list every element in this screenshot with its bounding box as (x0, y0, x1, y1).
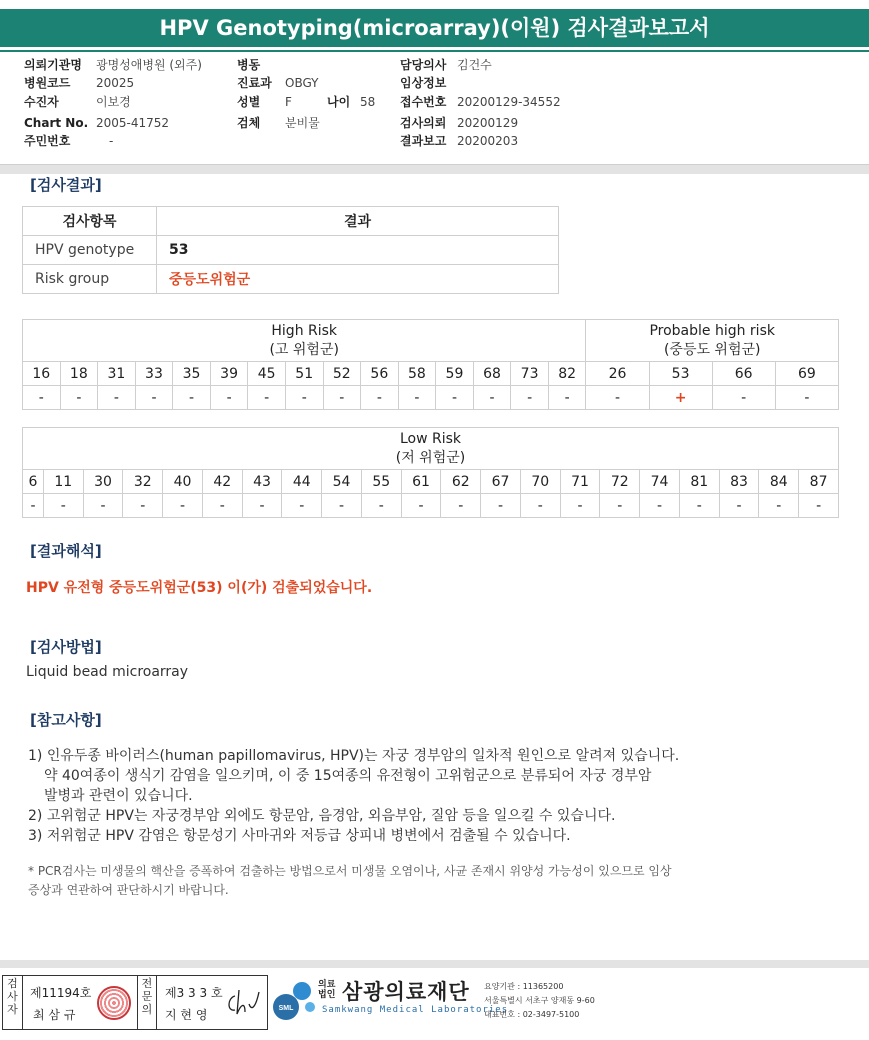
lr-type-cell-3: 32 (123, 470, 163, 494)
institution-label: 의뢰기관명 (24, 58, 82, 72)
lr-type-cell-14: 71 (560, 470, 600, 494)
hr-type-cell-11: 59 (436, 362, 474, 386)
hr-result-cell-15: - (586, 386, 649, 410)
lr-type-cell-2: 30 (83, 470, 123, 494)
hr-type-cell-18: 69 (775, 362, 838, 386)
age-value: 58 (360, 95, 376, 109)
lr-type-cell-12: 67 (481, 470, 521, 494)
lr-result-cell-19: - (759, 494, 799, 518)
hr-result-cell-11: - (436, 386, 474, 410)
org-phone: 대표번호 : 02-3497-5100 (484, 1010, 580, 1019)
hr-result-cell-18: - (775, 386, 838, 410)
lr-type-cell-19: 84 (759, 470, 799, 494)
logo-text: SML (278, 1005, 294, 1012)
report-title: HPV Genotyping(microarray)(이원) 검사결과보고서 (0, 9, 869, 47)
table-row (23, 236, 559, 265)
hr-type-cell-8: 52 (323, 362, 361, 386)
lr-type-cell-5: 42 (202, 470, 242, 494)
result-table (22, 206, 559, 294)
header-separator (0, 164, 869, 174)
lr-result-cell-13: - (520, 494, 560, 518)
department-label: 진료과 (237, 76, 272, 90)
hr-type-cell-13: 73 (511, 362, 549, 386)
hr-type-cell-3: 33 (135, 362, 173, 386)
receipt-no-label: 접수번호 (400, 95, 447, 109)
resident-no-label: 주민번호 (24, 134, 71, 148)
hr-result-cell-2: - (98, 386, 136, 410)
hr-type-cell-2: 31 (98, 362, 136, 386)
hr-result-cell-0: - (23, 386, 61, 410)
lr-result-cell-11: - (441, 494, 481, 518)
low-risk-label: Low Risk (399, 430, 462, 447)
lr-type-cell-15: 72 (600, 470, 640, 494)
hr-type-cell-4: 35 (173, 362, 211, 386)
org-type (318, 980, 335, 1000)
patient-label: 수진자 (24, 95, 59, 109)
lr-result-cell-17: - (679, 494, 719, 518)
org-english-name: Samkwang Medical Laboratories (322, 1005, 509, 1015)
org-name: 삼광의료재단 (342, 980, 470, 1004)
note-1-cont2: 발병과 관련이 있습니다. (44, 788, 193, 804)
footer-separator (0, 960, 869, 968)
lr-result-cell-10: - (401, 494, 441, 518)
result-table-header-result: 결과 (157, 207, 559, 236)
patient-info (0, 56, 869, 161)
footnote-line-2: 증상과 연관하여 판단하시기 바랍니다. (28, 883, 229, 897)
doctor-value: 김건수 (457, 58, 492, 72)
lr-result-cell-0: - (23, 494, 44, 518)
lr-result-cell-7: - (282, 494, 322, 518)
hr-result-cell-3: - (135, 386, 173, 410)
hr-type-cell-16: 53 (649, 362, 712, 386)
hr-result-cell-17: - (712, 386, 775, 410)
specimen-value: 분비물 (285, 116, 320, 130)
hr-result-cell-4: - (173, 386, 211, 410)
hr-result-cell-12: - (473, 386, 511, 410)
request-date-label: 검사의뢰 (400, 116, 447, 130)
lr-result-cell-4: - (163, 494, 203, 518)
resident-no-value: - (109, 134, 114, 148)
chart-no-label: Chart No. (24, 116, 89, 130)
hr-result-cell-6: - (248, 386, 286, 410)
sex-value: F (285, 95, 292, 109)
probable-risk-label: Probable high risk (649, 322, 775, 339)
receipt-no-value: 20200129-34552 (457, 95, 561, 109)
note-3: 3) 저위험군 HPV 감염은 항문성기 사마귀와 저등급 상피내 병변에서 검출될 수 있습니다. (28, 828, 571, 844)
section-result-title: [검사결과] (30, 176, 102, 194)
high-risk-table (22, 319, 839, 410)
lr-type-cell-20: 87 (799, 470, 839, 494)
section-interpretation-title: [결과해석] (30, 542, 102, 560)
pcr-footnote (28, 862, 672, 900)
hr-type-cell-15: 26 (586, 362, 649, 386)
specialist-name: 지 현 영 (165, 1008, 208, 1022)
hr-result-cell-16: + (649, 386, 712, 410)
low-risk-sublabel: (저 위험군) (395, 449, 466, 466)
department-value: OBGY (285, 76, 319, 90)
low-risk-types-row (23, 470, 839, 494)
high-risk-header (23, 320, 586, 362)
high-risk-sublabel: (고 위험군) (269, 341, 339, 358)
tester-vertical-label: 검 사 자 (3, 976, 23, 1029)
hospital-code-label: 병원코드 (24, 76, 71, 90)
high-risk-types-row (23, 362, 839, 386)
hr-result-cell-1: - (60, 386, 98, 410)
chart-no-value: 2005-41752 (96, 116, 170, 130)
note-2: 2) 고위험군 HPV는 자궁경부암 외에도 항문암, 음경암, 외음부암, 질암 등을 일으킬 수 있습니다. (28, 808, 616, 824)
request-date-value: 20200129 (457, 116, 519, 130)
hospital-code-value: 20025 (96, 76, 135, 90)
lr-result-cell-18: - (719, 494, 759, 518)
notes-list (28, 746, 679, 846)
sex-label: 성별 (237, 95, 261, 109)
hr-type-cell-1: 18 (60, 362, 98, 386)
patient-value: 이보경 (96, 95, 131, 109)
section-notes-title: [참고사항] (30, 711, 102, 729)
interpretation-text: HPV 유전형 중등도위험군(53) 이(가) 검출되었습니다. (26, 580, 373, 596)
hr-type-cell-7: 51 (285, 362, 323, 386)
org-type-line-2: 법인 (318, 990, 336, 1000)
hr-type-cell-6: 45 (248, 362, 286, 386)
handwritten-signature (225, 988, 261, 1018)
hr-type-cell-9: 56 (361, 362, 399, 386)
risk-group-result: 중등도위험군 (157, 265, 559, 294)
hr-result-cell-10: - (398, 386, 436, 410)
result-table-header-item: 검사항목 (23, 207, 157, 236)
lr-type-cell-7: 44 (282, 470, 322, 494)
tester-license-no: 제11194호 (30, 986, 92, 1000)
lr-result-cell-1: - (43, 494, 83, 518)
org-contact (484, 980, 595, 1022)
section-method-title: [검사방법] (30, 638, 102, 656)
note-1-cont: 약 40여종이 생식기 감염을 일으키며, 이 중 15여종의 유전형이 고위험군으로 분류되어 자궁 경부암 (44, 768, 652, 784)
report-date-label: 결과보고 (400, 134, 447, 148)
high-risk-label: High Risk (271, 322, 338, 339)
hr-result-cell-13: - (511, 386, 549, 410)
lr-type-cell-11: 62 (441, 470, 481, 494)
lr-type-cell-4: 40 (163, 470, 203, 494)
lr-result-cell-5: - (202, 494, 242, 518)
hr-type-cell-5: 39 (210, 362, 248, 386)
hr-type-cell-0: 16 (23, 362, 61, 386)
method-text: Liquid bead microarray (26, 664, 189, 680)
lr-type-cell-16: 74 (640, 470, 680, 494)
lr-result-cell-9: - (361, 494, 401, 518)
lr-result-cell-12: - (481, 494, 521, 518)
lr-result-cell-8: - (322, 494, 362, 518)
lr-type-cell-18: 83 (719, 470, 759, 494)
low-risk-header (23, 428, 839, 470)
risk-group-item: Risk group (23, 265, 157, 294)
lr-type-cell-10: 61 (401, 470, 441, 494)
seal-stamp (97, 986, 131, 1020)
probable-risk-sublabel: (중등도 위험군) (663, 341, 761, 358)
clinical-info-label: 임상정보 (400, 76, 447, 90)
doctor-label: 담당의사 (400, 58, 447, 72)
report-date-value: 20200203 (457, 134, 519, 148)
hr-type-cell-14: 82 (548, 362, 586, 386)
footnote-line-1: * PCR검사는 미생물의 핵산을 증폭하여 검출하는 방법으로서 미생물 오염이나, 사균 존재시 위양성 가능성이 있으므로 임상 (28, 864, 672, 878)
hr-result-cell-5: - (210, 386, 248, 410)
ward-label: 병동 (237, 58, 261, 72)
hr-result-cell-7: - (285, 386, 323, 410)
note-1: 1) 인유두종 바이러스(human papillomavirus, HPV)는 자궁 경부암의 일차적 원인으로 알려져 있습니다. (28, 748, 680, 764)
hr-type-cell-17: 66 (712, 362, 775, 386)
lr-result-cell-20: - (799, 494, 839, 518)
lr-type-cell-1: 11 (43, 470, 83, 494)
signature-box (2, 975, 268, 1030)
lr-result-cell-3: - (123, 494, 163, 518)
genotype-result: 53 (157, 236, 559, 265)
lr-type-cell-13: 70 (520, 470, 560, 494)
hr-type-cell-10: 58 (398, 362, 436, 386)
hr-result-cell-14: - (548, 386, 586, 410)
lr-type-cell-0: 6 (23, 470, 44, 494)
genotype-item: HPV genotype (23, 236, 157, 265)
low-risk-table (22, 427, 839, 518)
lr-result-cell-15: - (600, 494, 640, 518)
lr-result-cell-2: - (83, 494, 123, 518)
high-risk-results-row (23, 386, 839, 410)
hr-type-cell-12: 68 (473, 362, 511, 386)
table-row (23, 265, 559, 294)
lr-type-cell-8: 54 (322, 470, 362, 494)
org-license: 요양기관 : 11365200 (484, 982, 564, 991)
title-divider (0, 50, 869, 52)
hr-result-cell-8: - (323, 386, 361, 410)
lr-type-cell-9: 55 (361, 470, 401, 494)
age-label: 나이 (327, 95, 351, 109)
lr-type-cell-6: 43 (242, 470, 282, 494)
specimen-label: 검체 (237, 116, 261, 130)
org-address: 서울특별시 서초구 양재동 9-60 (484, 996, 595, 1005)
probable-risk-header (586, 320, 839, 362)
lr-result-cell-6: - (242, 494, 282, 518)
lr-result-cell-14: - (560, 494, 600, 518)
specialist-vertical-label: 전 문 의 (137, 976, 157, 1029)
institution-value: 광명성애병원 (외주) (96, 58, 202, 72)
low-risk-results-row (23, 494, 839, 518)
hr-result-cell-9: - (361, 386, 399, 410)
org-type-line-1: 의료 (318, 980, 336, 990)
sml-logo-icon (272, 977, 318, 1023)
tester-name: 최 삼 규 (33, 1008, 76, 1022)
lr-result-cell-16: - (640, 494, 680, 518)
specialist-license-no: 제3 3 3 호 (165, 986, 223, 1000)
lr-type-cell-17: 81 (679, 470, 719, 494)
